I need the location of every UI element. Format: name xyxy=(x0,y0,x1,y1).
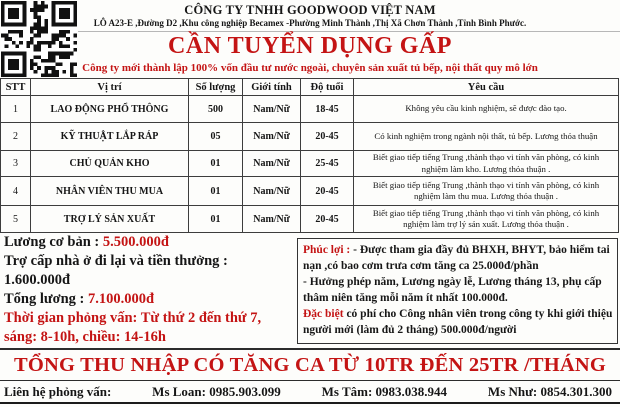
cell-position: LAO ĐỘNG PHỔ THÔNG xyxy=(31,96,189,123)
cell-quantity: 05 xyxy=(189,123,243,151)
cell-age: 18-45 xyxy=(301,96,354,123)
benefits-item-2: - Hưởng phép năm, Lương ngày lễ, Lương tháng 13, phụ cấp thâm niên tăng mỗi năm ít nhất 100.000đ. xyxy=(303,276,602,304)
cell-gender: Nam/Nữ xyxy=(243,96,301,123)
cell-requirements: Biết giao tiếp tiếng Trung ,thành thạo vi tính văn phòng, có kinh nghiệm làm thu mua. Lương thỏa thuận . xyxy=(354,177,619,206)
cell-gender: Nam/Nữ xyxy=(243,177,301,206)
benefits-title: Phúc lợi : xyxy=(303,244,351,256)
cell-gender: Nam/Nữ xyxy=(243,123,301,151)
contact-name: Ms Tâm: xyxy=(321,383,373,399)
cell-quantity: 01 xyxy=(189,177,243,206)
cell-stt: 4 xyxy=(1,177,31,206)
table-row xyxy=(1,151,619,177)
contact-entry xyxy=(488,384,612,400)
header xyxy=(0,0,620,78)
interview-time-value: Từ thứ 2 đến thứ 7, sáng: 8-10h, chiều: 14-16h xyxy=(4,310,262,345)
total-salary-label: Tổng lương : xyxy=(4,291,85,307)
benefits-line-1 xyxy=(303,242,613,274)
cell-stt: 5 xyxy=(1,206,31,233)
total-salary-line xyxy=(4,290,294,309)
interview-time-label: Thời gian phỏng vấn: xyxy=(4,310,138,326)
col-header-requirements: Yêu cầu xyxy=(354,79,619,96)
base-salary-value: 5.500.000đ xyxy=(102,234,169,250)
cell-requirements: Biết giao tiếp tiếng Trung ,thành thạo vi tính văn phòng, có kinh nghiệm làm kho. Lương thỏa thuận . xyxy=(354,151,619,177)
cell-stt: 3 xyxy=(1,151,31,177)
cell-requirements: Không yêu cầu kinh nghiệm, sẽ được đào tạo. xyxy=(354,96,619,123)
cell-position: CHỦ QUẢN KHO xyxy=(31,151,189,177)
cell-stt: 1 xyxy=(1,96,31,123)
cell-age: 25-45 xyxy=(301,151,354,177)
table-row xyxy=(1,177,619,206)
interview-time-line xyxy=(4,309,294,347)
allowance-value: 1.600.000đ xyxy=(4,272,71,288)
company-address: LÔ A23-E ,Đường D2 ,Khu công nghiệp Becamex -Phường Minh Thành ,Thị Xã Chơn Thành ,Tỉnh Bình Phước. xyxy=(93,18,527,28)
col-header-stt: STT xyxy=(1,79,31,96)
benefits-line-3 xyxy=(303,306,613,338)
benefits-box xyxy=(297,238,618,344)
cell-age: 20-45 xyxy=(301,123,354,151)
cell-position: NHÂN VIÊN THU MUA xyxy=(31,177,189,206)
benefits-line-2 xyxy=(303,274,613,306)
col-header-quantity: Số lượng xyxy=(189,79,243,96)
allowance-line xyxy=(4,252,294,290)
cell-quantity: 500 xyxy=(189,96,243,123)
headline: CẦN TUYỂN DỤNG GẤP xyxy=(168,33,452,59)
allowance-label: Trợ cấp nhà ở đi lại và tiền thưởng : xyxy=(4,253,228,269)
cell-requirements: Có kinh nghiệm trong ngành nội thất, tủ bếp. Lương thỏa thuận xyxy=(354,123,619,151)
cell-age: 20-45 xyxy=(301,177,354,206)
contact-label: Liên hệ phỏng vấn: xyxy=(4,383,112,399)
middle-section xyxy=(0,232,620,348)
contact-phone: 0985.903.099 xyxy=(209,383,281,399)
cell-position: TRỢ LÝ SẢN XUẤT xyxy=(31,206,189,233)
cell-quantity: 01 xyxy=(189,206,243,233)
cell-gender: Nam/Nữ xyxy=(243,206,301,233)
company-name: CÔNG TY TNHH GOODWOOD VIỆT NAM xyxy=(184,3,436,17)
col-header-age: Độ tuổi xyxy=(301,79,354,96)
cell-age: 20-45 xyxy=(301,206,354,233)
base-salary-line xyxy=(4,233,294,252)
contact-name: Ms Như: xyxy=(487,383,538,399)
cell-position: KỸ THUẬT LẮP RÁP xyxy=(31,123,189,151)
contact-phone: 0983.038.944 xyxy=(375,383,448,399)
table-row xyxy=(1,123,619,151)
cell-stt: 2 xyxy=(1,123,31,151)
base-salary-label: Lương cơ bản : xyxy=(4,234,100,250)
table-header-row xyxy=(1,79,619,96)
salary-info xyxy=(4,233,294,347)
col-header-gender: Giới tính xyxy=(243,79,301,96)
header-divider xyxy=(78,31,620,32)
jobs-table xyxy=(0,78,619,233)
table-row xyxy=(1,96,619,123)
cell-quantity: 01 xyxy=(189,151,243,177)
benefits-item-1: - Được tham gia đầy đủ BHXH, BHYT, bảo hiểm tai nạn ,có bao cơm trưa cơm tăng ca 25.000đ/phần xyxy=(303,244,610,272)
benefits-special-label: Đặc biệt xyxy=(303,308,344,320)
contact-phone: 0854.301.300 xyxy=(540,383,612,399)
cell-requirements: Biết giao tiếp tiếng Trung ,thành thạo vi tính văn phòng, có kinh nghiệm làm trợ lý sản xuất. Lương thỏa thuận . xyxy=(354,206,619,233)
table-row xyxy=(1,206,619,233)
headline-subtitle: Công ty mới thành lập 100% vốn đầu tư nước ngoài, chuyên sản xuất tủ bếp, nội thất quy mô lớn xyxy=(82,62,538,74)
contact-name: Ms Loan: xyxy=(152,383,206,399)
contact-entry xyxy=(322,384,447,400)
contact-bar xyxy=(0,381,620,404)
total-salary-value: 7.100.000đ xyxy=(88,291,155,307)
cell-gender: Nam/Nữ xyxy=(243,151,301,177)
col-header-position: Vị trí xyxy=(31,79,189,96)
total-income-banner: TỔNG THU NHẬP CÓ TĂNG CA TỪ 10TR ĐẾN 25TR /THÁNG xyxy=(0,348,620,381)
contact-entry xyxy=(152,384,281,400)
benefits-special-text: có phí cho Công nhân viên trong công ty khi giới thiệu người mới (làm đủ 2 tháng) 500.000đ/người xyxy=(303,308,613,336)
